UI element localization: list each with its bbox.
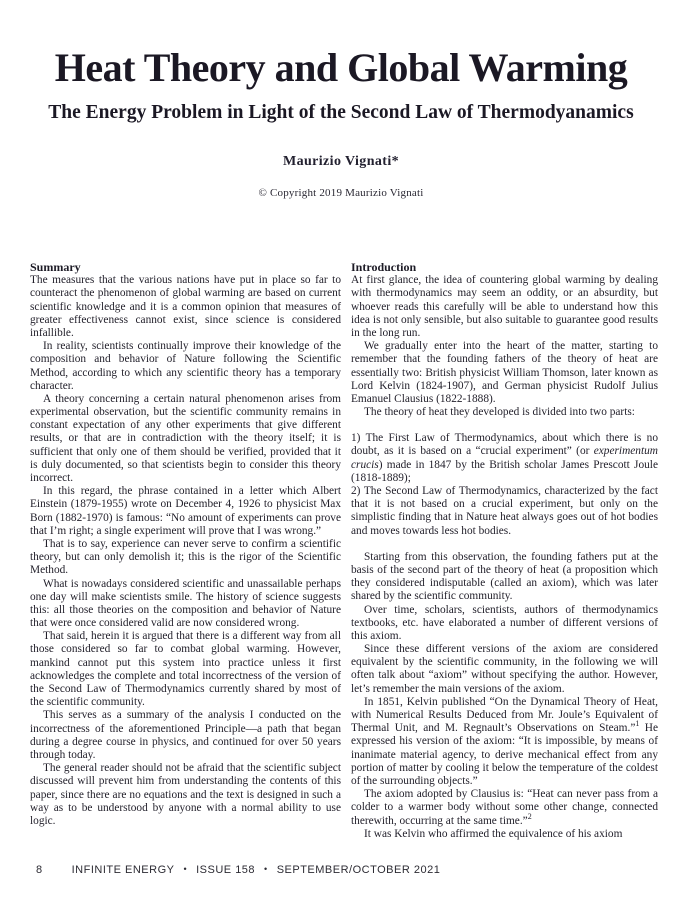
- paragraph: A theory concerning a certain natural phenomenon arises from experimental observation, but the scientific community remains in constant expectation of any other experiments that give different results, or that are in contradiction with the theory itself; it is sufficient that only one of them should be verified, provided that it is duly documented, so that scientists begin to consider this theory incorrect.: [30, 392, 341, 484]
- summary-section: [30, 261, 341, 841]
- bullet-separator: •: [183, 864, 188, 874]
- paragraph: That said, herein it is argued that there is a different way from all those considered so far to combat global warming. However, mankind cannot put this system into practice unless it first acknowledges the complete and total incorrectness of the version of the Second Law of Thermodynamics currently shared by most of the scientific community.: [30, 630, 341, 709]
- paragraph: That is to say, experience can never serve to confirm a scientific theory, but can only demolish it; this is the rigor of the Scientific Method.: [30, 537, 341, 577]
- footnote-ref-1: 1: [635, 719, 640, 729]
- paragraph: We gradually enter into the heart of the matter, starting to remember that the founding fathers of the theory of heat are essentially two: British physicist William Thomson, later known as Lord Kelvin (1824-1907), and German physicist Rudolf Julius Emanuel Clausius (1822-1888).: [351, 340, 658, 405]
- latin-term: experimentum crucis: [351, 445, 658, 471]
- copyright-line: © Copyright 2019 Maurizio Vignati: [258, 187, 424, 199]
- introduction-heading: Introduction: [351, 260, 417, 274]
- list-item-second-law: 2) The Second Law of Thermodynamics, characterized by the fact that it is not based on a crucial experiment, but only on the simplistic finding that in Nature heat always goes out of hot bodies and moves towards less hot bodies.: [351, 485, 658, 537]
- footnote-ref-2: 2: [527, 811, 532, 821]
- footer-issue: ISSUE 158: [196, 864, 256, 876]
- paragraph: At first glance, the idea of countering global warming by dealing with thermodynamics may seem an oddity, or an absurdity, but whoever reads this carefully will be able to understand how this idea is not only sensible, but also suitable to guarantee good results in the long run.: [351, 274, 658, 339]
- introduction-section: [351, 261, 658, 841]
- paragraph: Starting from this observation, the founding fathers put at the basis of the second part of the theory of heat (a proposition which they considered indisputable (called an axiom), which was later shared by the scientific community.: [351, 550, 658, 603]
- bullet-separator: •: [264, 864, 268, 874]
- paragraph: Over time, scholars, scientists, authors of thermodynamics textbooks, etc. have elaborated a number of different versions of this axiom.: [351, 603, 658, 642]
- page-title: Heat Theory and Global Warming: [54, 45, 628, 90]
- summary-heading: Summary: [30, 260, 81, 274]
- paragraph: [351, 696, 658, 788]
- paragraph: In reality, scientists continually improve their knowledge of the composition and behavior of Nature following the Scientific Method, according to which any scientific theory has a temporary character.: [30, 340, 341, 392]
- paragraph: The general reader should not be afraid that the scientific subject discussed will prevent him from understanding the contents of this paper, since there are no equations and the text is designed in such a way as to be understood by anyone with a normal ability to use logic.: [30, 762, 341, 827]
- page-subtitle: The Energy Problem in Light of the Second Law of Thermodyanamics: [48, 102, 634, 123]
- paragraph: It was Kelvin who affirmed the equivalence of his axiom: [364, 827, 623, 840]
- paragraph-text: In 1851, Kelvin published “On the Dynamical Theory of Heat, with Numerical Results Deduced from Mr. Joule’s Equivalent of Thermal Unit, and M. Regnault’s Observations on Steam.”: [351, 695, 658, 735]
- paragraph: Since these different versions of the axiom are considered equivalent by the scientific community, in the following we will often talk about “axiom” without specifying the author. However, let’s remember the main versions of the axiom.: [351, 643, 658, 695]
- paragraph: The measures that the various nations have put in place so far to counteract the phenomenon of global warming are based on current scientific knowledge and it is a common opinion that measures of greater effectiveness cannot exist, since science is considered infallible.: [30, 274, 341, 339]
- page-number: 8: [36, 864, 43, 876]
- paragraph: What is nowadays considered scientific and unassailable perhaps one day will make scientists smile. The history of science suggests this: all those theories on the composition and behavior of Nature that were once considered valid are now considered wrong.: [30, 577, 341, 630]
- article-body: [30, 261, 658, 841]
- paragraph-text: He expressed his version of the axiom: “It is impossible, by means of inanimate material agency, to derive mechanical effect from any portion of matter by cooling it below the temperature of the coldest of the surrounding objects.”: [351, 722, 658, 787]
- paragraph: [351, 788, 658, 828]
- footer: [36, 864, 440, 876]
- footer-journal: INFINITE ENERGY: [71, 864, 175, 876]
- author-byline: Maurizio Vignati*: [282, 154, 400, 169]
- footer-date: SEPTEMBER/OCTOBER 2021: [276, 864, 441, 876]
- paragraph-text: The axiom adopted by Clausius is: “Heat can never pass from a colder to a warmer body without some other change, connected therewith, occurring at the same time.”: [351, 788, 658, 827]
- paragraph: This serves as a summary of the analysis I conducted on the incorrectness of the aforementioned Principle—a path that began during a degree course in physics, and continued for over 50 years through today.: [30, 709, 341, 761]
- paragraph: In this regard, the phrase contained in a letter which Albert Einstein (1879-1955) wrote on December 4, 1926 to physicist Max Born (1882-1970) is famous: “No amount of experiments can prove that I’m right; a single experiment will prove that I was wrong.”: [30, 485, 341, 537]
- list-item-text: 1) The First Law of Thermodynamics, about which there is no doubt, as it is based on a “crucial experiment” (or: [351, 432, 658, 458]
- list-item-first-law: [351, 432, 658, 485]
- paragraph: The theory of heat they developed is divided into two parts:: [364, 406, 635, 419]
- list-item-text: ) made in 1847 by the British scholar James Prescott Joule (1818-1889);: [351, 458, 658, 484]
